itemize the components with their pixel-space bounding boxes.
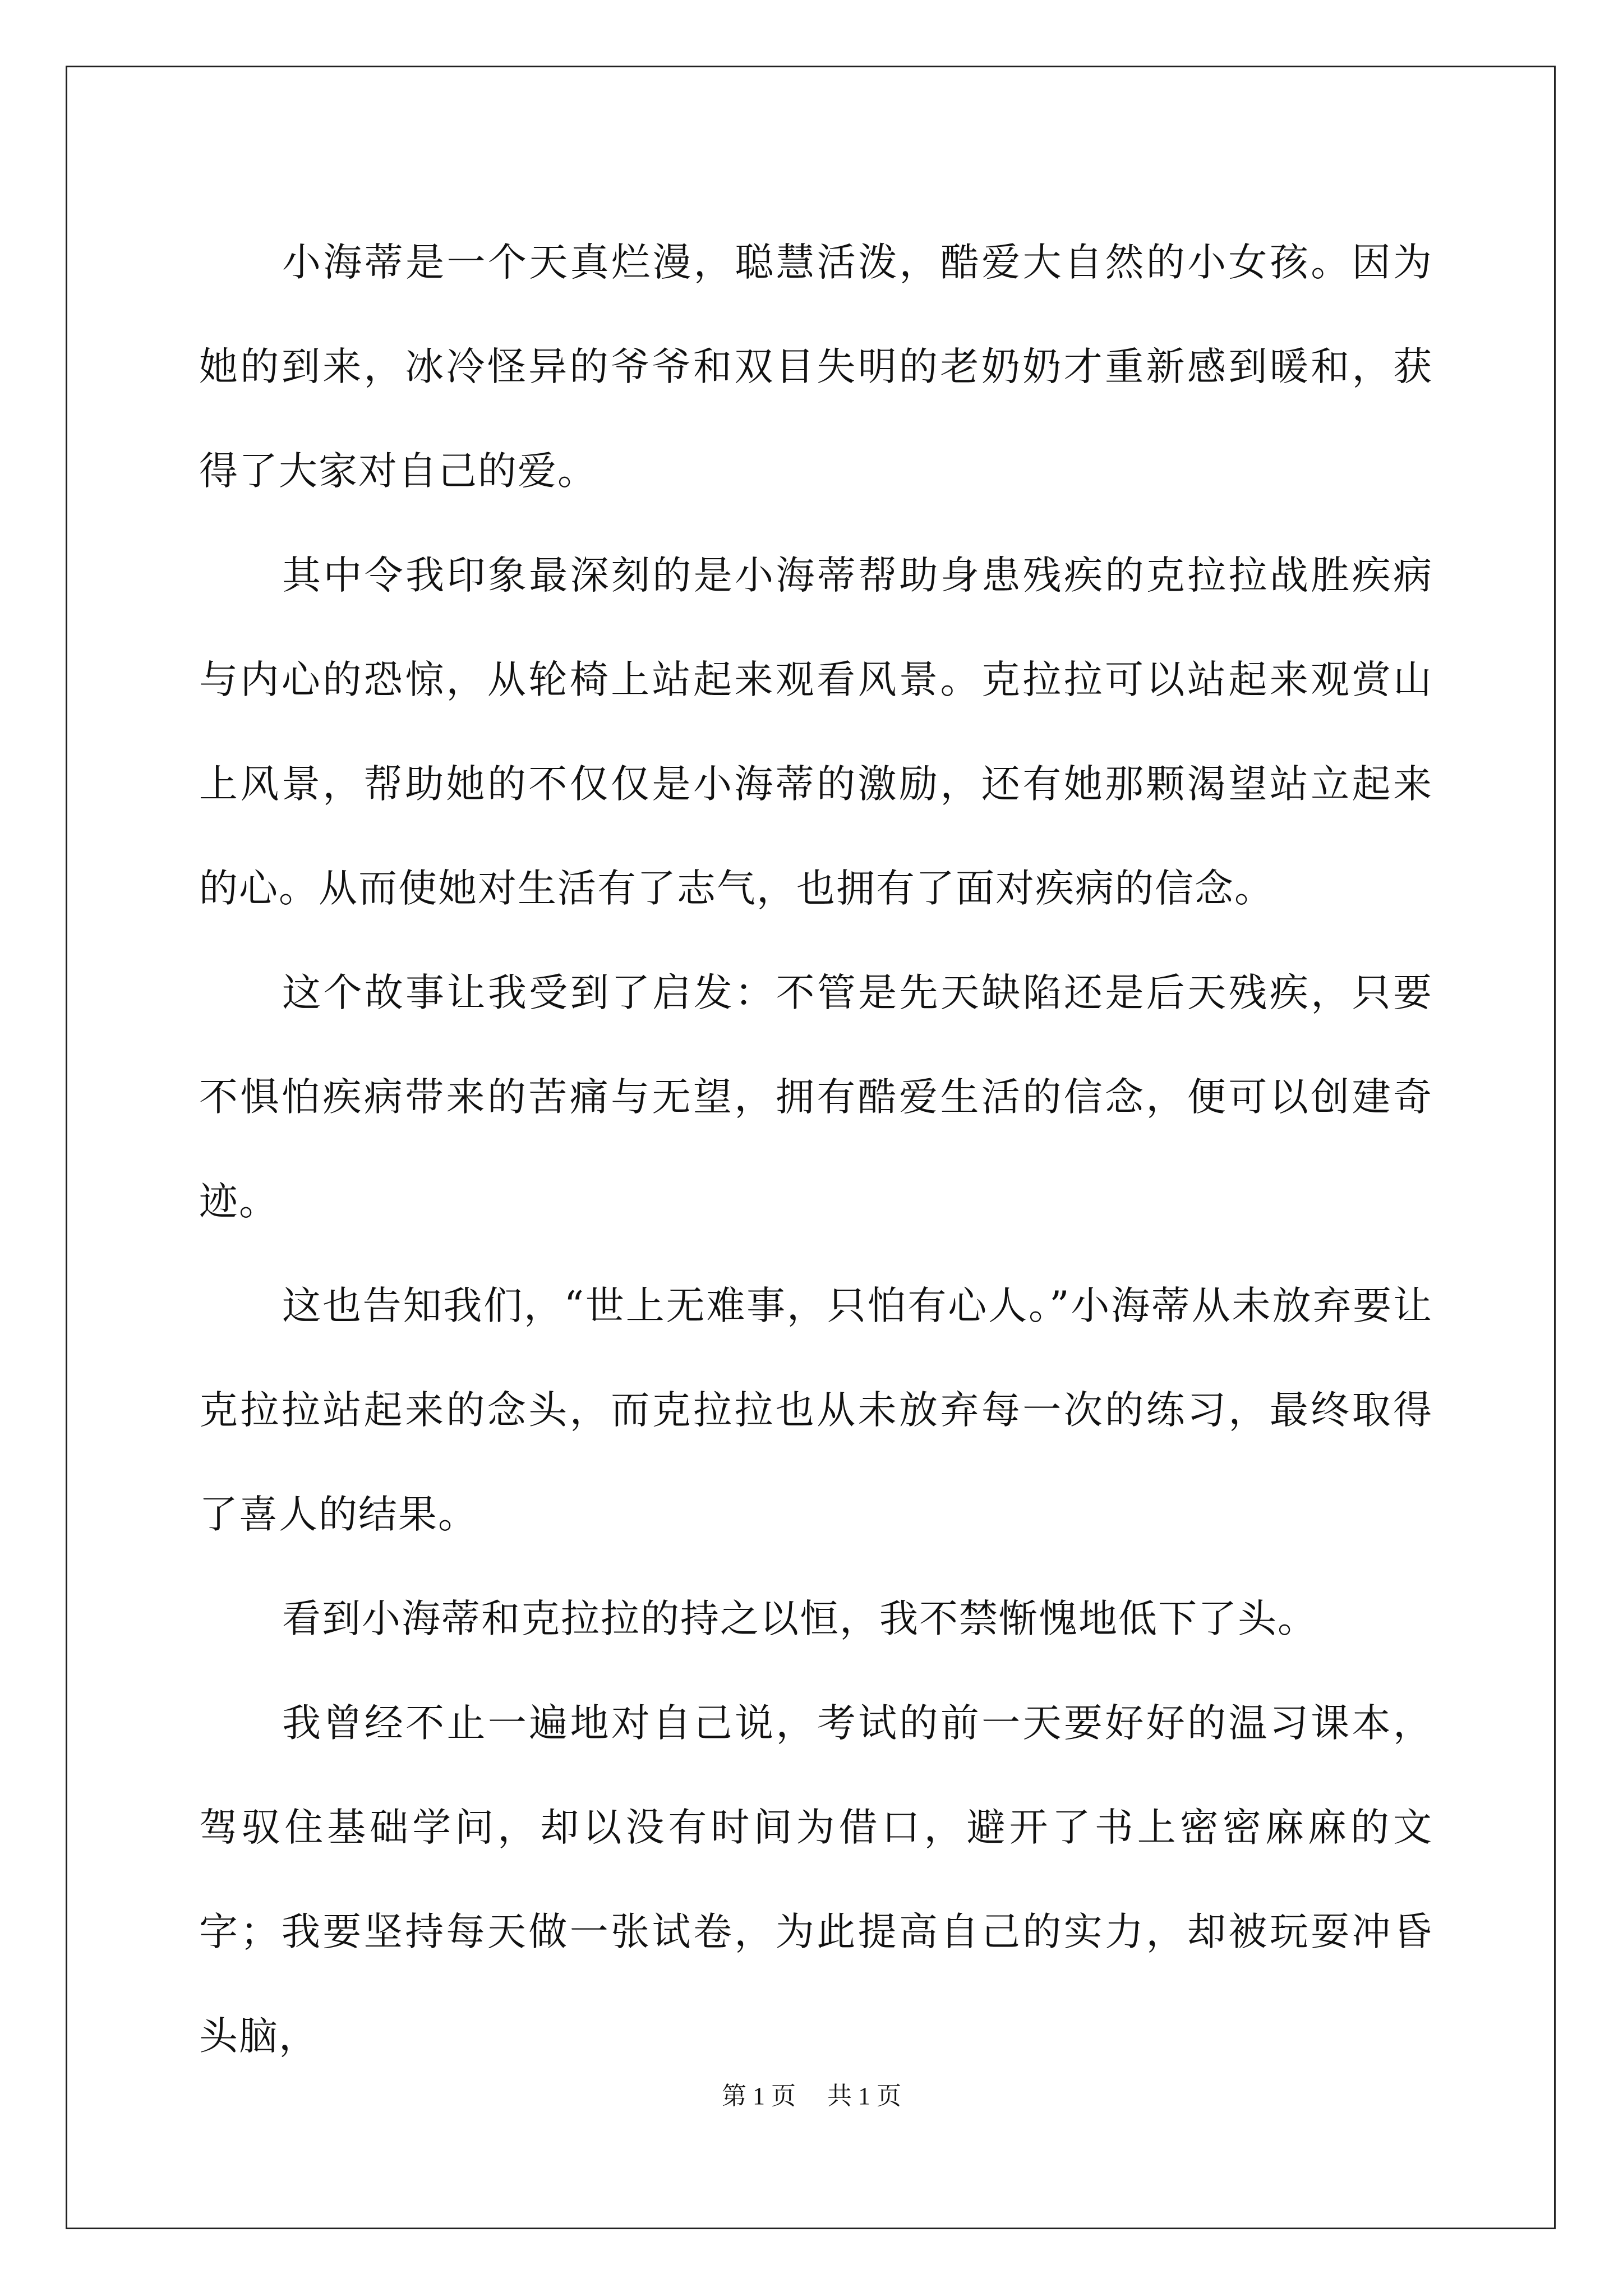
paragraph-2: 其中令我印象最深刻的是小海蒂帮助身患残疾的克拉拉战胜疾病与内心的恐惊，从轮椅上站起来观看风景。克拉拉可以站起来观赏山上风景，帮助她的不仅仅是小海蒂的激励，还有她那颗渴望站立起来的心。从而使她对生活有了志气，也拥有了面对疾病的信念。 — [199, 553, 1433, 911]
document-body — [199, 210, 1433, 2088]
paragraph-6: 我曾经不止一遍地对自己说，考试的前一天要好好的温习课本，驾驭住基础学问，却以没有时间为借口，避开了书上密密麻麻的文字；我要坚持每天做一张试卷，为此提高自己的实力，却被玩耍冲昏头脑， — [199, 1701, 1433, 2059]
paragraph-4: 这也告知我们，“世上无难事，只怕有心人。”小海蒂从未放弃要让克拉拉站起来的念头，而克拉拉也从未放弃每一次的练习，最终取得了喜人的结果。 — [199, 1283, 1433, 1537]
paragraph-1: 小海蒂是一个天真烂漫，聪慧活泼，酷爱大自然的小女孩。因为她的到来，冰冷怪异的爷爷和双目失明的老奶奶才重新感到暖和，获得了大家对自己的爱。 — [199, 240, 1433, 494]
page-footer — [0, 2076, 1623, 2111]
paragraph-3: 这个故事让我受到了启发：不管是先天缺陷还是后天残疾，只要不惧怕疾病带来的苦痛与无望，拥有酷爱生活的信念，便可以创建奇迹。 — [199, 970, 1433, 1224]
page-total: 共 1 页 — [827, 2082, 901, 2110]
paragraph-5: 看到小海蒂和克拉拉的持之以恒，我不禁惭愧地低下了头。 — [282, 1596, 1317, 1641]
page-number: 第 1 页 — [722, 2082, 796, 2110]
